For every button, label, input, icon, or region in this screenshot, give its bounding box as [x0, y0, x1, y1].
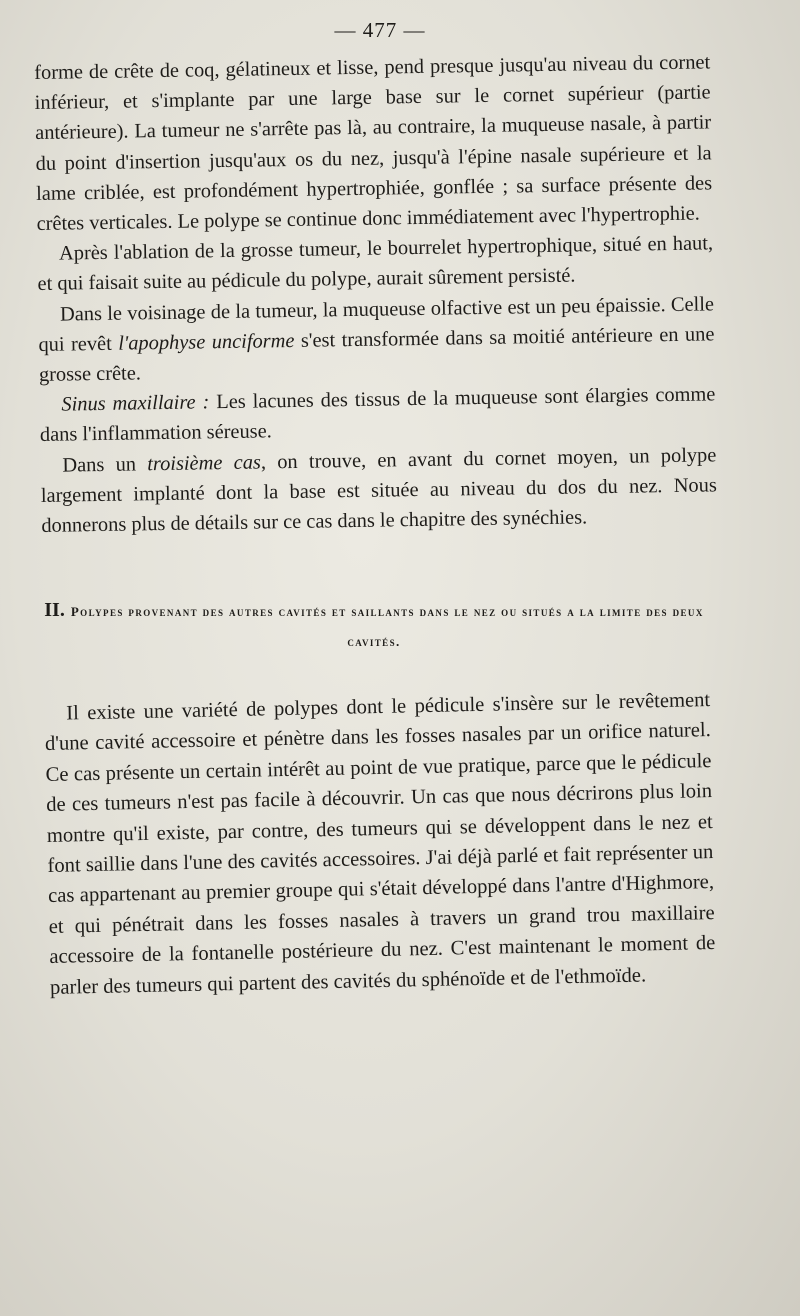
paragraph-2: [37, 229, 714, 300]
paragraph-1-text: forme de crête de coq, gélatineux et lisse, pend presque jusqu'au niveau du cornet inférieur, et s'implante par une large base sur le cornet supérieur (partie antérieure). La tumeur ne s'arrête pas là, au contraire, la muqueuse nasale, à partir du point d'insertion jusqu'aux os du nez, jusqu'à l'épine nasale supérieure et la lame criblée, est profondément hypertrophiée, gonflée ; sa surface présente des crêtes verticales. Le polype se continue donc immédiatement avec l'hypertrophie.: [34, 51, 713, 235]
paragraph-2-text: Après l'ablation de la grosse tumeur, le bourrelet hypertrophique, situé en haut, et qui faisait suite au pédicule du polype, aurait sûrement persisté.: [37, 232, 714, 296]
paragraph-4: [39, 380, 716, 451]
page-number: — 477 —: [334, 18, 426, 42]
paragraph-3-text-end: s'est transformée dans sa moitié antérieure en une grosse crête.: [38, 323, 715, 386]
paragraph-4-italic-term: Sinus maxillaire :: [61, 391, 210, 416]
section-heading-text: Polypes provenant des autres cavités et saillants dans le nez ou situés a la limite des deux cavités.: [70, 604, 704, 650]
paragraph-5: [40, 440, 717, 541]
paragraph-5-text-start: Dans un: [62, 452, 148, 477]
paragraph-5-italic-term: troisième cas: [147, 451, 262, 475]
paragraph-6: [44, 685, 716, 1003]
paragraph-5-text-end: , on trouve, en avant du cornet moyen, un polype largement implanté dont la base est située au niveau du dos du nez. Nous donnerons plus de détails sur ce cas dans le chapitre des synéchies.: [40, 443, 717, 537]
section-numeral: II.: [44, 599, 65, 622]
paragraph-1: [34, 47, 713, 239]
top-text-block: [34, 47, 718, 541]
paragraph-3: [38, 289, 715, 390]
section-heading: [38, 595, 710, 657]
paragraph-3-text-start: Dans le voisinage de la tumeur, la muqueuse olfactive est un peu épaissie. Celle qui revêt: [38, 292, 715, 356]
page-content: [34, 51, 717, 1003]
paragraph-6-text: Il existe une variété de polypes dont le pédicule s'insère sur le revêtement d'une cavité accessoire et pénètre dans les fosses nasales par un orifice naturel. Ce cas présente un certain intérêt au point de vue pratique, parce que le pédicule de ces tumeurs n'est pas facile à découvrir. Un cas que nous décrirons plus loin montre qu'il existe, par contre, des tumeurs qui se développent dans le nez et font saillie dans l'une des cavités accessoires. J'ai déjà parlé et fait représenter un cas appartenant au premier groupe qui s'était développé dans l'antre d'Highmore, et qui pénétrait dans les fosses nasales à travers un grand trou maxillaire accessoire de la fontanelle postérieure du nez. C'est maintenant le moment de parler des tumeurs qui partent des cavités du sphénoïde et de l'ethmoïde.: [44, 689, 716, 999]
paragraph-3-italic-term: l'apophyse unciforme: [118, 329, 295, 355]
paragraph-4-text: Les lacunes des tissus de la muqueuse sont élargies comme dans l'inflammation séreuse.: [39, 383, 716, 447]
bottom-text-block: [44, 685, 716, 1003]
